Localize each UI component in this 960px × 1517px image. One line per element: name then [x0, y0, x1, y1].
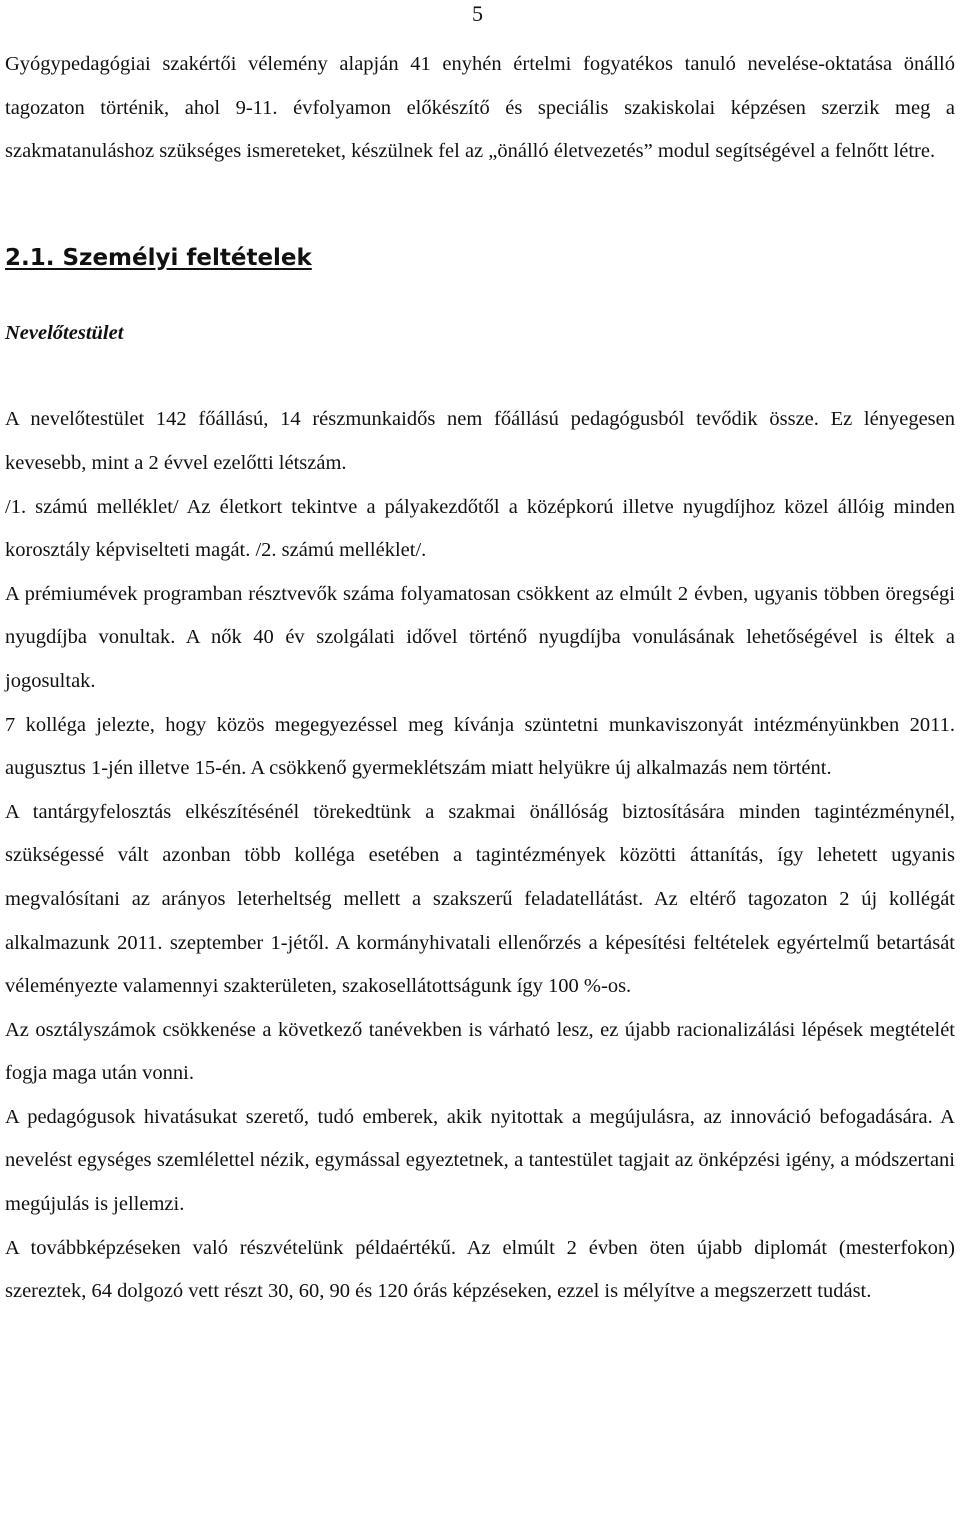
- intro-paragraph: Gyógypedagógiai szakértői vélemény alapján 41 enyhén értelmi fogyatékos tanuló nevelése-oktatása önálló tagozaton történik, ahol 9-11. évfolyamon előkészítő és speciális szakiskolai képzésen szerzik meg a szakmatanuláshoz szükséges ismereteket, készülnek fel az „önálló életvezetés” modul segítségével a felnőtt létre.: [5, 53, 955, 163]
- paragraph-age-distribution: /1. számú melléklet/ Az életkort tekintve a pályakezdőtől a középkorú illetve nyugdíjhoz közel állóig minden korosztály képviselteti magát. /2. számú melléklet/.: [5, 495, 955, 562]
- subsection-heading: Nevelőtestület: [5, 321, 124, 344]
- document-body: [5, 43, 955, 1314]
- paragraph-training: A továbbképzéseken való részvételünk példaértékű. Az elmúlt 2 évben öten újabb diplomát (mesterfokon) szereztek, 64 dolgozó vett részt 30, 60, 90 és 120 órás képzéseken, ezzel is mélyítve a megszerzett tudást.: [5, 1236, 955, 1303]
- page-number: 5: [472, 1, 483, 26]
- paragraph-premium-years: A prémiumévek programban résztvevők száma folyamatosan csökkent az elmúlt 2 évben, ugyanis többen öregségi nyugdíjba vonultak. A nők 40 év szolgálati idővel történő nyugdíjba vonulásának lehetőségével is éltek a jogosultak.: [5, 582, 955, 692]
- paragraph-resignations: 7 kolléga jelezte, hogy közös megegyezéssel meg kívánja szüntetni munkaviszonyát intézményünkben 2011. augusztus 1-jén illetve 15-én. A csökkenő gyermeklétszám miatt helyükre új alkalmazás nem történt.: [5, 713, 955, 780]
- paragraph-teachers: A pedagógusok hivatásukat szerető, tudó emberek, akik nyitottak a megújulásra, az innováció befogadására. A nevelést egységes szemlélettel nézik, egymással egyeztetnek, a tantestület tagjait az önképzési igény, a módszertani megújulás is jellemzi.: [5, 1105, 955, 1216]
- paragraph-class-numbers: Az osztályszámok csökkenése a következő tanévekben is várható lesz, ez újabb racionalizálási lépések megtételét fogja maga után vonni.: [5, 1018, 955, 1085]
- paragraph-curriculum-allocation: A tantárgyfelosztás elkészítésénél törekedtünk a szakmai önállóság biztosítására minden tagintézménynél, szükségessé vált azonban több kolléga esetében a tagintézmények közötti áttanítás, így lehetett ugyanis megvalósítani az arányos leterheltség mellett a szakszerű feladatellátást. Az eltérő tagozaton 2 új kollégát alkalmazunk 2011. szeptember 1-jétől. A kormányhivatali ellenőrzés a képesítési feltételek egyértelmű betartását véleményezte valamennyi szakterületen, szakosellátottságunk így 100 %-os.: [5, 800, 955, 998]
- section-heading: 2.1. Személyi feltételek: [5, 244, 312, 271]
- paragraph-staff-count: A nevelőtestület 142 főállású, 14 részmunkaidős nem főállású pedagógusból tevődik össze. Ez lényegesen kevesebb, mint a 2 évvel ezelőtti létszám.: [5, 408, 955, 474]
